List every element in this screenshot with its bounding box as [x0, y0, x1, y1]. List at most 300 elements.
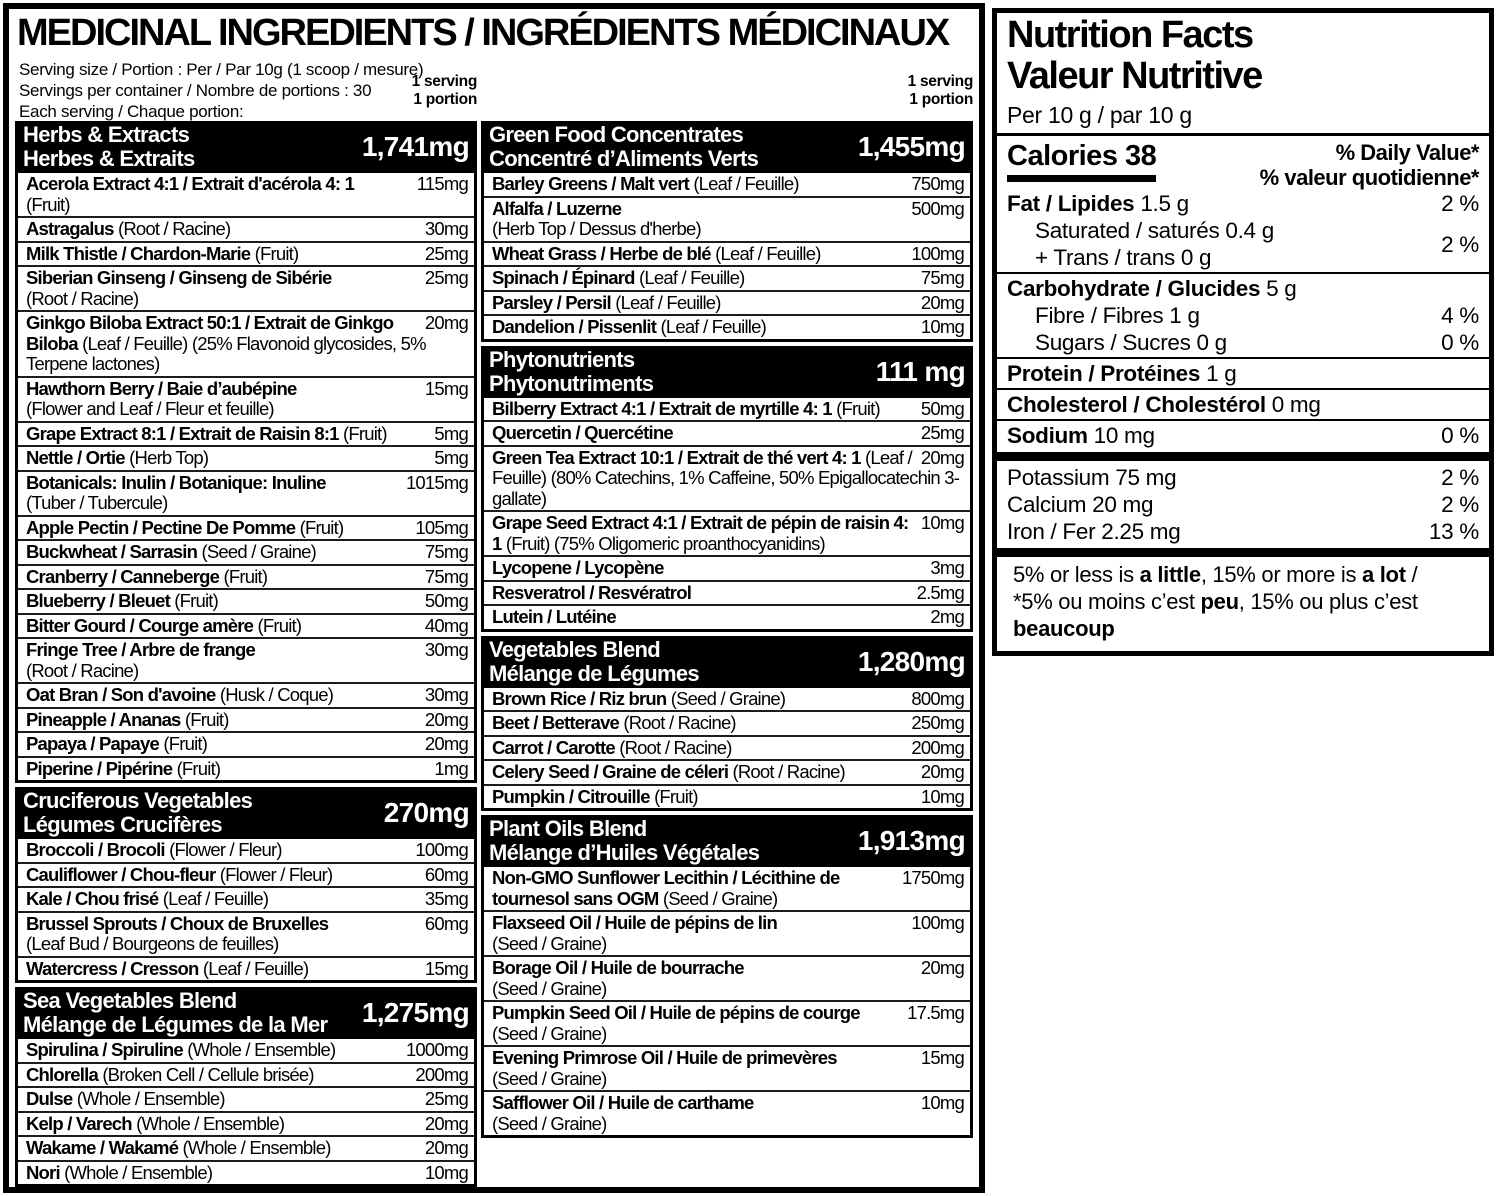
ingredient-amount: 30mg — [424, 684, 468, 705]
nutrient-name — [1007, 491, 1153, 518]
section-table — [481, 867, 973, 1138]
ingredient-row — [18, 731, 474, 756]
ingredient-name: Barley Greens / Malt vert — [492, 173, 689, 194]
ingredient-amount: 20mg — [424, 1137, 468, 1158]
ingredient-amount: 2.5mg — [916, 581, 964, 603]
nutrient-daily-value: 2 % — [1441, 492, 1479, 517]
ingredient-desc: (Whole / Ensemble) — [64, 1161, 213, 1183]
ingredient-name: Buckwheat / Sarrasin — [26, 541, 198, 562]
ingredient-desc: (Seed / Graine) — [492, 1067, 607, 1089]
divider — [997, 419, 1489, 421]
ingredient-row — [484, 290, 970, 315]
ingredient-name: Celery Seed / Graine de céleri — [492, 761, 729, 782]
ingredient-amount: 25mg — [424, 242, 468, 264]
ingredient-amount: 250mg — [911, 712, 964, 733]
ingredient-name: Nori — [26, 1161, 60, 1183]
ingredient-amount: 75mg — [424, 565, 468, 587]
section-amount: 1,280mg — [857, 645, 965, 677]
nutrient-name — [1007, 190, 1189, 217]
nutrient-value: 5 g — [1266, 276, 1297, 301]
ingredient-row — [18, 539, 474, 564]
section-title-en: Phytonutrients — [489, 346, 635, 372]
ingredient-row — [484, 445, 970, 511]
section-title — [489, 817, 759, 865]
medicinal-panel-title: MEDICINAL INGREDIENTS / INGRÉDIENTS MÉDICINAUX — [17, 12, 949, 54]
nutrient-row — [1007, 391, 1479, 418]
ingredient-row — [18, 839, 474, 862]
ingredient-row — [484, 420, 970, 445]
divider — [997, 133, 1489, 136]
ingredient-amount: 10mg — [920, 785, 964, 807]
ingredient-name: Watercress / Cresson — [26, 957, 199, 979]
section-amount: 1,275mg — [361, 997, 469, 1028]
ingredient-name: Fringe Tree / Arbre de frange — [26, 639, 256, 660]
nutrient-row — [1007, 518, 1479, 545]
ingredient-amount: 500mg — [911, 197, 964, 219]
ingredient-row — [18, 421, 474, 446]
ingredient-row — [484, 867, 970, 910]
ingredient-name: Siberian Ginseng / Ginseng de Sibérie — [26, 267, 332, 288]
ingredient-amount: 20mg — [920, 957, 964, 978]
ingredient-row — [484, 555, 970, 580]
ingredient-desc: (Whole / Ensemble) — [136, 1112, 285, 1134]
nutrient-row — [1007, 360, 1479, 387]
ingredient-row — [18, 216, 474, 241]
ingredient-name: Spirulina / Spiruline — [26, 1039, 183, 1060]
section-title-en: Cruciferous Vegetables — [23, 788, 253, 813]
nutrient-daily-value: 0 % — [1441, 330, 1479, 355]
ingredient-desc: (Leaf / Feuille) — [162, 888, 269, 909]
ingredient-desc: (Leaf / Feuille) — [660, 316, 766, 337]
ingredient-name: Dulse — [26, 1088, 73, 1109]
nutrient-name — [1007, 275, 1297, 302]
ingredient-amount: 20mg — [920, 761, 964, 782]
ingredient-amount: 40mg — [424, 614, 468, 636]
ingredient-desc: (Fruit) — [257, 614, 302, 636]
ingredient-name: Nettle / Ortie — [26, 447, 125, 468]
ingredient-amount: 15mg — [920, 1047, 964, 1068]
ingredient-desc: (Root / Racine) — [623, 712, 736, 733]
ingredient-name: Parsley / Persil — [492, 291, 611, 313]
ingredient-name: Oat Bran / Son d'avoine — [26, 684, 216, 705]
section-table — [15, 839, 477, 983]
ingredient-name: Safflower Oil / Huile de carthame — [492, 1092, 754, 1113]
ingredient-row — [484, 1090, 970, 1135]
divider — [997, 388, 1489, 390]
footnote-segment: 5% or less is — [1013, 562, 1140, 587]
nutrient-rows — [1007, 190, 1479, 557]
section-title-fr: Concentré d’Aliments Verts — [489, 146, 759, 171]
nutrition-facts-panel — [992, 8, 1494, 656]
ingredient-name: Kale / Chou frisé — [26, 888, 159, 909]
ingredient-section — [15, 121, 477, 783]
ingredient-amount: 1mg — [434, 757, 468, 779]
ingredient-desc: (Fruit) — [343, 422, 387, 444]
ingredient-amount: 75mg — [424, 541, 468, 562]
nutrient-name — [1007, 217, 1274, 271]
ingredient-desc: (Fruit) — [26, 193, 70, 215]
ingredient-row — [18, 682, 474, 707]
ingredient-row — [18, 588, 474, 613]
section-title — [23, 989, 327, 1037]
ingredient-desc: (Leaf / Feuille) — [715, 242, 821, 264]
ingredient-desc: (Tuber / Tubercule) — [26, 492, 168, 513]
ingredient-name: Carrot / Carotte — [492, 736, 615, 758]
footnote-segment: beaucoup — [1013, 616, 1115, 641]
ingredient-desc: (Leaf / Feuille) — [615, 291, 721, 313]
ingredient-row — [18, 376, 474, 421]
ingredient-row — [484, 604, 970, 629]
medicinal-ingredients-panel — [3, 3, 985, 1193]
footnote-segment: a lot — [1362, 562, 1406, 587]
ingredient-desc: (Herb Top) — [129, 447, 209, 468]
ingredient-desc: (Fruit) — [223, 565, 268, 587]
ingredient-row — [484, 196, 970, 241]
ingredient-amount: 3mg — [930, 557, 964, 578]
nutrient-value: Sugars / Sucres 0 g — [1035, 330, 1227, 355]
serving-note-en: 1 serving — [907, 73, 973, 90]
ingredient-amount: 200mg — [415, 1063, 468, 1085]
nutrient-daily-value: 13 % — [1428, 519, 1479, 544]
footnote-segment: peu — [1200, 589, 1239, 614]
section-title-fr: Mélange d’Huiles Végétales — [489, 840, 760, 865]
section-header — [481, 121, 973, 173]
ingredient-amount: 60mg — [424, 863, 468, 885]
ingredient-desc: (Leaf / Feuille) — [202, 957, 309, 979]
ingredient-row — [18, 564, 474, 589]
nutrient-row — [1007, 422, 1479, 449]
ingredient-row — [18, 265, 474, 310]
ingredient-name: Grape Extract 8:1 / Extrait de Raisin 8:1 — [26, 422, 339, 444]
daily-value-header — [1260, 140, 1479, 190]
ingredient-desc: (Whole / Ensemble) — [187, 1039, 336, 1060]
ingredient-amount: 750mg — [911, 173, 964, 194]
ingredients-column-right — [481, 121, 973, 1142]
ingredient-row — [18, 637, 474, 682]
ingredient-row — [18, 613, 474, 638]
ingredient-desc: (Root / Racine) — [619, 736, 732, 758]
nutrient-row — [1007, 302, 1479, 329]
ingredient-desc: (Seed / Graine) — [492, 932, 607, 954]
ingredient-name: Milk Thistle / Chardon-Marie — [26, 242, 251, 264]
footnote-segment: , 15% or more is — [1200, 562, 1362, 587]
each-serving-line: Each serving / Chaque portion: — [19, 102, 244, 121]
ingredient-name: Pineapple / Ananas — [26, 708, 181, 730]
ingredient-name: Green Tea Extract 10:1 / Extrait de thé vert 4: 1 — [492, 446, 861, 468]
section-title-fr: Mélange de Légumes de la Mer — [23, 1012, 328, 1037]
ingredient-row — [484, 241, 970, 266]
ingredient-row — [18, 173, 474, 216]
nutrient-value: Iron / Fer 2.25 mg — [1007, 519, 1181, 544]
nutrition-title-en: Nutrition Facts — [1007, 14, 1253, 56]
ingredient-amount: 75mg — [920, 267, 964, 288]
ingredient-row — [18, 956, 474, 981]
ingredient-desc: (Leaf / Feuille) — [639, 267, 745, 288]
ingredient-name: Cranberry / Canneberge — [26, 565, 220, 587]
serving-note-col2 — [825, 73, 973, 109]
section-table — [15, 173, 477, 783]
ingredient-row — [484, 1000, 970, 1045]
section-title-fr: Phytonutriments — [489, 370, 654, 396]
ingredient-amount: 800mg — [911, 687, 964, 709]
ingredient-row — [484, 955, 970, 1000]
ingredient-desc: (Leaf / Feuille) (80% Catechins, 1% Caffeine, 50% Epigallocatechin 3-gallate) — [492, 446, 960, 509]
calories-value: 38 — [1125, 140, 1157, 172]
ingredient-section — [15, 987, 477, 1187]
ingredient-desc: (Herb Top / Dessus d'herbe) — [492, 218, 701, 239]
section-title — [489, 638, 699, 686]
ingredient-amount: 105mg — [415, 516, 468, 538]
ingredient-desc: (Leaf Bud / Bourgeons de feuilles) — [26, 933, 279, 954]
ingredient-amount: 35mg — [424, 888, 468, 909]
section-title — [23, 123, 195, 171]
ingredient-desc: (Husk / Coque) — [219, 684, 334, 705]
ingredient-desc: (Root / Racine) — [26, 659, 139, 681]
ingredient-amount: 15mg — [424, 957, 468, 979]
ingredient-amount: 20mg — [424, 1112, 468, 1134]
serving-size-line: Serving size / Portion : Per / Par 10g (1 scoop / mesure) — [19, 60, 424, 79]
section-title-fr: Légumes Crucifères — [23, 812, 222, 837]
servings-per-container-line: Servings per container / Nombre de portions : 30 — [19, 81, 372, 100]
ingredient-desc: (Fruit) (75% Oligomeric proanthocyanidins) — [505, 532, 825, 554]
ingredient-name: Acerola Extract 4:1 / Extrait d'acérola 4: 1 — [26, 173, 355, 194]
section-amount: 1,913mg — [857, 825, 965, 856]
ingredient-amount: 20mg — [920, 291, 964, 313]
nutrient-line: Saturated / saturés 0.4 g — [1035, 218, 1274, 243]
ingredient-section — [481, 636, 973, 812]
nutrient-daily-value: 2 % — [1441, 191, 1479, 216]
serving-note-en: 1 serving — [411, 73, 477, 90]
ingredient-name: Quercetin / Quercétine — [492, 422, 673, 443]
nutrient-daily-value: 2 % — [1441, 231, 1479, 257]
divider — [997, 272, 1489, 274]
ingredient-row — [18, 756, 474, 781]
section-table — [481, 688, 973, 812]
nutrient-value: 10 mg — [1093, 423, 1155, 448]
divider — [997, 357, 1489, 359]
ingredient-name: Pumpkin / Citrouille — [492, 785, 650, 807]
section-amount: 111 mg — [875, 355, 965, 387]
ingredient-name: Evening Primrose Oil / Huile de primevères — [492, 1047, 837, 1068]
ingredient-name: Beet / Betterave — [492, 712, 620, 733]
ingredient-desc: (Seed / Graine) — [492, 977, 607, 999]
ingredient-amount: 10mg — [424, 1161, 468, 1183]
ingredient-amount: 5mg — [434, 447, 468, 468]
nutrient-daily-value: 0 % — [1441, 423, 1479, 448]
footnote-segment: , 15% ou plus c’est — [1238, 589, 1418, 614]
ingredient-row — [18, 241, 474, 266]
section-table — [15, 1039, 477, 1187]
ingredient-row — [18, 515, 474, 540]
ingredient-row — [484, 314, 970, 339]
ingredient-amount: 20mg — [920, 446, 964, 468]
ingredient-desc: (Fruit) — [184, 708, 229, 730]
nutrient-row — [1007, 275, 1479, 302]
section-header — [15, 987, 477, 1039]
section-title-en: Vegetables Blend — [489, 636, 660, 662]
ingredient-name: Blueberry / Bleuet — [26, 590, 170, 611]
ingredient-row — [18, 1039, 474, 1062]
ingredient-amount: 60mg — [424, 912, 468, 934]
nutrient-name — [1007, 302, 1200, 329]
ingredient-desc: (Fruit) — [174, 590, 219, 611]
ingredient-row — [484, 910, 970, 955]
nutrient-daily-value: 2 % — [1441, 465, 1479, 490]
ingredient-row — [484, 398, 970, 421]
ingredient-amount: 10mg — [920, 1092, 964, 1113]
calories-line — [1007, 140, 1156, 182]
ingredient-desc: (Flower / Fleur) — [169, 839, 282, 860]
footnote-segment: / *5% ou moins c’est — [1013, 562, 1418, 614]
ingredient-desc: (Root / Racine) — [26, 287, 139, 309]
serving-note-fr: 1 portion — [909, 91, 973, 108]
ingredient-name: Apple Pectin / Pectine De Pomme — [26, 516, 296, 538]
nutrition-serving-size: Per 10 g / par 10 g — [1007, 102, 1192, 128]
section-header — [481, 636, 973, 688]
nutrient-bold-name: Sodium — [1007, 423, 1088, 448]
ingredient-row — [18, 911, 474, 956]
serving-note-col1 — [329, 73, 477, 109]
nutrient-value: 1 g — [1206, 361, 1237, 386]
section-title — [489, 348, 653, 396]
ingredient-section — [481, 346, 973, 632]
ingredient-desc: (Leaf / Feuille) — [693, 173, 799, 194]
ingredient-amount: 115mg — [416, 173, 468, 194]
ingredient-name: Brown Rice / Riz brun — [492, 687, 667, 709]
ingredient-row — [484, 1045, 970, 1090]
ingredient-amount: 5mg — [434, 422, 468, 444]
section-title-en: Herbs & Extracts — [23, 122, 190, 147]
ingredient-row — [18, 1062, 474, 1087]
ingredient-desc: (Flower / Fleur) — [219, 863, 333, 885]
ingredient-name: Lutein / Lutéine — [492, 606, 616, 627]
ingredient-desc: (Root / Racine) — [732, 761, 845, 782]
ingredient-desc: (Broken Cell / Cellule brisée) — [102, 1063, 314, 1085]
ingredient-desc: (Fruit) — [299, 516, 344, 538]
section-amount: 270mg — [383, 797, 469, 828]
section-amount: 1,741mg — [361, 131, 469, 162]
ingredient-desc: (Fruit) — [836, 397, 880, 419]
section-title-fr: Herbes & Extraits — [23, 146, 195, 171]
ingredient-desc: (Root / Racine) — [117, 218, 231, 239]
ingredient-name: Alfalfa / Luzerne — [492, 197, 622, 219]
ingredient-row — [484, 265, 970, 290]
section-header — [481, 815, 973, 867]
ingredient-desc: (Whole / Ensemble) — [182, 1137, 331, 1158]
ingredient-amount: 2mg — [930, 606, 964, 627]
ingredient-row — [18, 1135, 474, 1160]
ingredient-amount: 100mg — [911, 912, 964, 933]
ingredient-name: Bilberry Extract 4:1 / Extrait de myrtille 4: 1 — [492, 397, 832, 419]
nutrient-value: Potassium 75 mg — [1007, 465, 1177, 490]
nutrient-bold-name: Carbohydrate / Glucides — [1007, 276, 1261, 301]
nutrient-name — [1007, 464, 1176, 491]
section-title-en: Plant Oils Blend — [489, 816, 647, 841]
ingredient-name: Chlorella — [26, 1063, 98, 1085]
ingredient-row — [484, 784, 970, 809]
ingredient-desc: (Flower and Leaf / Fleur et feuille) — [26, 398, 274, 419]
nutrient-row — [1007, 464, 1479, 491]
ingredient-desc: (Whole / Ensemble) — [76, 1088, 225, 1109]
ingredient-desc: (Seed / Graine) — [492, 1112, 607, 1134]
ingredient-row — [484, 510, 970, 555]
ingredient-amount: 30mg — [424, 639, 468, 660]
nutrient-value: Fibre / Fibres 1 g — [1035, 303, 1200, 328]
nutrient-line: + Trans / trans 0 g — [1035, 245, 1212, 270]
ingredient-amount: 50mg — [920, 397, 964, 419]
daily-value-header-en: % Daily Value* — [1335, 140, 1479, 165]
footnote-segment: a little — [1139, 562, 1201, 587]
ingredient-amount: 25mg — [424, 267, 468, 288]
ingredient-amount: 20mg — [424, 733, 468, 754]
nutrient-name — [1007, 329, 1227, 356]
ingredient-row — [18, 862, 474, 887]
ingredient-name: Resveratrol / Resvératrol — [492, 581, 692, 603]
ingredient-desc: (Seed / Graine) — [201, 541, 316, 562]
ingredient-name: Lycopene / Lycopène — [492, 557, 664, 578]
section-title — [489, 123, 758, 171]
ingredient-amount: 15mg — [424, 377, 468, 399]
ingredient-name: Bitter Gourd / Courge amère — [26, 614, 254, 636]
nutrient-bold-name: Cholesterol / Cholestérol — [1007, 392, 1266, 417]
ingredient-amount: 10mg — [920, 316, 964, 337]
ingredient-name: Grape Seed Extract 4:1 / Extrait de pépin de raisin 4: 1 — [492, 512, 909, 554]
ingredient-name: Spinach / Épinard — [492, 267, 635, 288]
section-title — [23, 789, 252, 837]
ingredient-name: Hawthorn Berry / Baie d’aubépine — [26, 377, 297, 399]
ingredient-amount: 50mg — [424, 590, 468, 611]
ingredient-amount: 100mg — [415, 839, 468, 860]
ingredient-desc: (Seed / Graine) — [492, 1022, 607, 1044]
nutrient-name — [1007, 518, 1180, 545]
ingredient-row — [18, 1086, 474, 1111]
ingredient-section — [15, 787, 477, 983]
ingredient-desc: (Seed / Graine) — [670, 687, 786, 709]
ingredient-row — [484, 759, 970, 784]
ingredient-section — [481, 121, 973, 342]
ingredient-row — [484, 580, 970, 605]
ingredient-name: Wakame / Wakamé — [26, 1137, 179, 1158]
ingredient-row — [18, 707, 474, 732]
section-title-en: Sea Vegetables Blend — [23, 988, 237, 1013]
ingredient-row — [18, 1160, 474, 1185]
ingredient-row — [18, 470, 474, 515]
ingredient-row — [484, 173, 970, 196]
section-header — [15, 787, 477, 839]
ingredient-amount: 25mg — [920, 422, 964, 443]
serving-note-fr: 1 portion — [413, 91, 477, 108]
section-title-fr: Mélange de Légumes — [489, 660, 699, 686]
ingredient-name: Broccoli / Brocoli — [26, 839, 165, 860]
ingredient-row — [18, 310, 474, 376]
ingredient-name: Piperine / Pipérine — [26, 757, 173, 779]
nutrient-row — [1007, 491, 1479, 518]
section-title-en: Green Food Concentrates — [489, 122, 744, 147]
section-header — [481, 346, 973, 398]
nutrition-footnote — [1007, 561, 1421, 642]
ingredient-desc: (Fruit) — [176, 757, 221, 779]
divider — [997, 452, 1489, 461]
nutrient-bold-name: Protein / Protéines — [1007, 361, 1201, 386]
ingredient-amount: 1000mg — [405, 1039, 468, 1060]
ingredient-row — [18, 1111, 474, 1136]
ingredient-row — [484, 688, 970, 711]
ingredient-desc: (Leaf / Feuille) (25% Flavonoid glycosides, 5% Terpene lactones) — [26, 332, 426, 374]
nutrient-value: 1.5 g — [1140, 191, 1189, 216]
ingredient-row — [18, 445, 474, 470]
nutrient-daily-value: 4 % — [1441, 303, 1479, 328]
nutrient-value: Calcium 20 mg — [1007, 492, 1154, 517]
